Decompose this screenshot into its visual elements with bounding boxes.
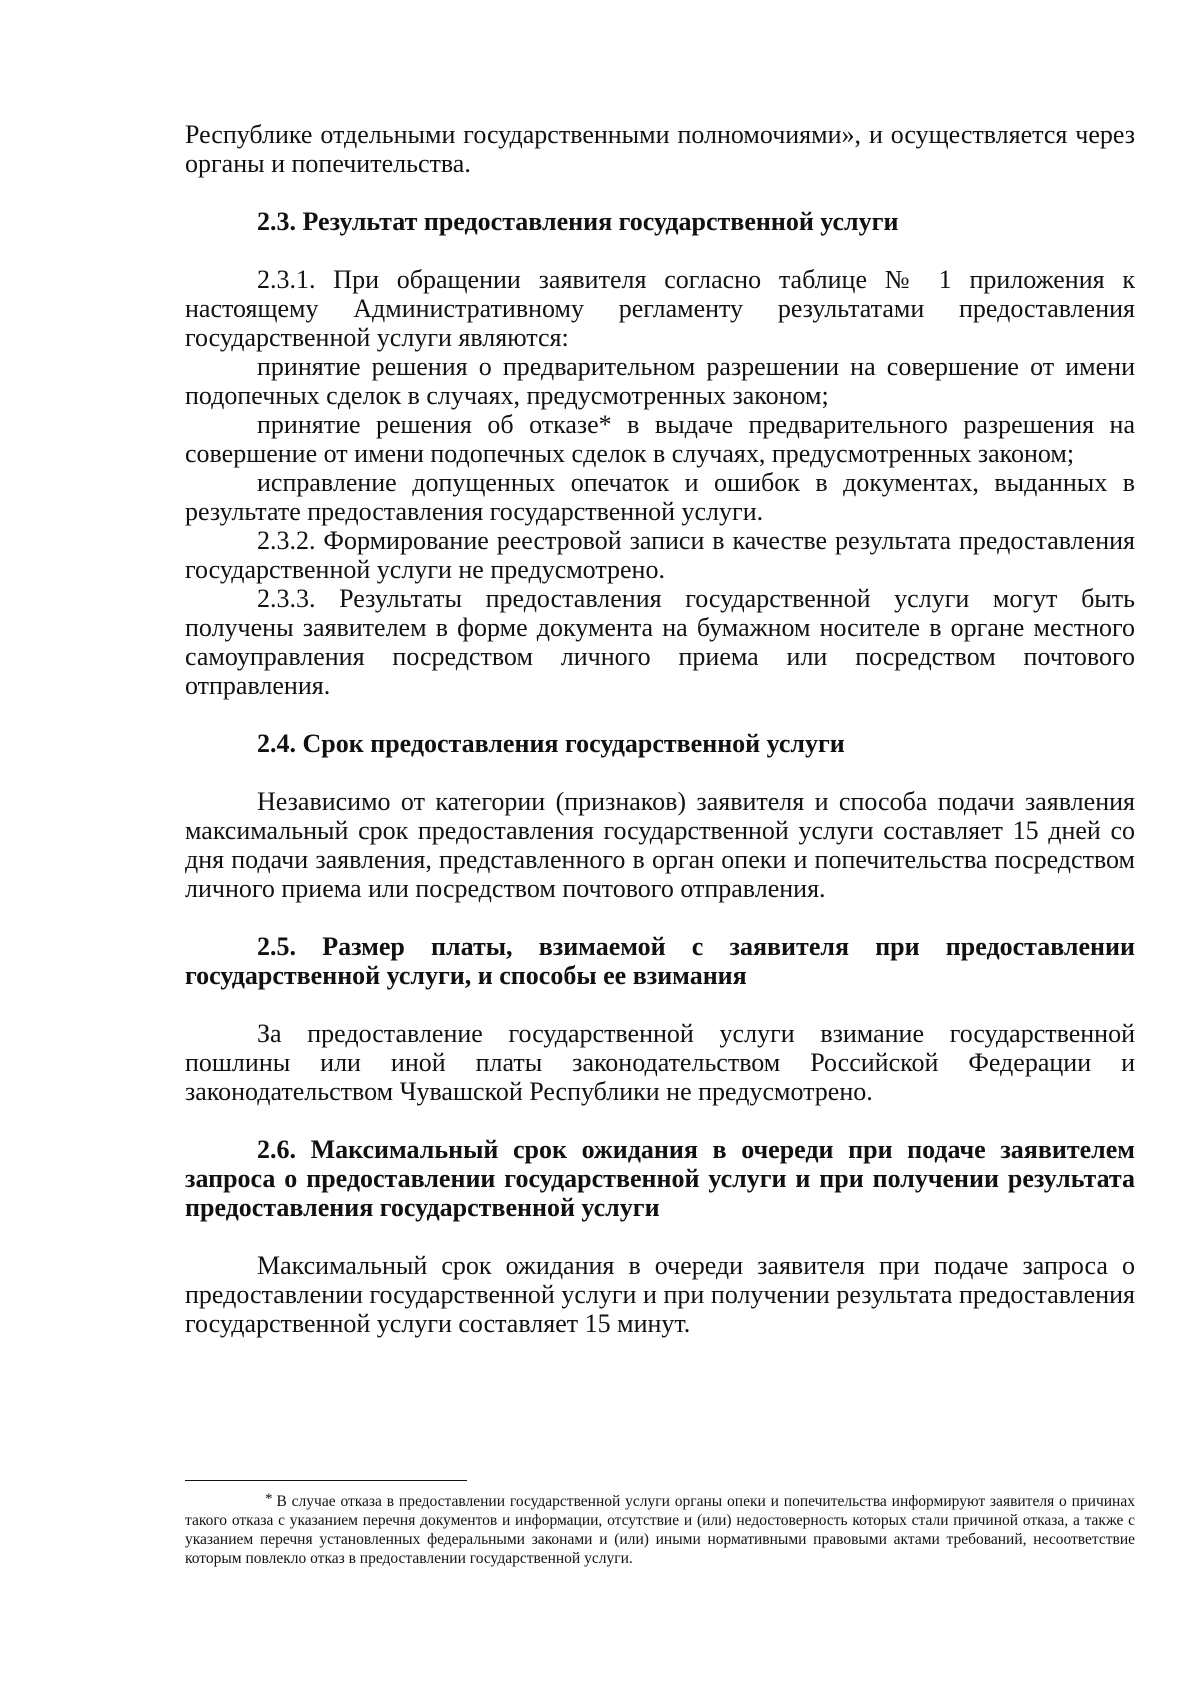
paragraph-2-3-1-item-1: принятие решения о предварительном разрешении на совершение от имени подопечных сделок в случаях, предусмотренных законом; — [185, 352, 1135, 410]
section-2-4-heading: 2.4. Срок предоставления государственной услуги — [257, 729, 845, 758]
paragraph-2-6: Максимальный срок ожидания в очереди заявителя при подаче запроса о предоставлении государственной услуги и при получении результата предоставления государственной услуги составляет 15 минут. — [185, 1251, 1135, 1338]
paragraph-2-3-1: 2.3.1. При обращении заявителя согласно таблице № 1 приложения к настоящему Административному регламенту результатами предоставления государственной услуги являются: — [185, 265, 1135, 352]
paragraph-2-4: Независимо от категории (признаков) заявителя и способа подачи заявления максимальный срок предоставления государственной услуги составляет 15 дней со дня подачи заявления, представленного в орган опеки и попечительства посредством личного приема или посредством почтового отправления. — [185, 787, 1135, 903]
section-2-6-heading: 2.6. Максимальный срок ожидания в очереди при подаче заявителем запроса о предоставлении государственной услуги и при получении результата предоставления государственной услуги — [185, 1135, 1135, 1222]
paragraph-2-3-2: 2.3.2. Формирование реестровой записи в качестве результата предоставления государственной услуги не предусмотрено. — [185, 526, 1135, 584]
paragraph-2-5: За предоставление государственной услуги взимание государственной пошлины или иной платы законодательством Российской Федерации и законодательством Чувашской Республики не предусмотрено. — [185, 1019, 1135, 1106]
paragraph-2-3-3: 2.3.3. Результаты предоставления государственной услуги могут быть получены заявителем в форме документа на бумажном носителе в органе местного самоуправления посредством личного приема или посредством почтового отправления. — [185, 584, 1135, 700]
section-2-5-heading: 2.5. Размер платы, взимаемой с заявителя при предоставлении государственной услуги, и способы ее взимания — [185, 932, 1135, 990]
section-2-3-heading: 2.3. Результат предоставления государственной услуги — [257, 207, 899, 236]
footnote-text: В случае отказа в предоставлении государственной услуги органы опеки и попечительства информируют заявителя о причинах такого отказа с указанием перечня документов и информации, отсутствие и (или) недостоверность которых стали причиной отказа, а также с указанием перечня установленных федеральными законами и (или) иными нормативными правовыми актами требований, несоответствие которым повлекло отказ в предоставлении государственной услуги. — [185, 1493, 1135, 1567]
footnote-mark: * — [265, 1491, 273, 1507]
footnote — [185, 1490, 1135, 1568]
intro-paragraph: Республике отдельными государственными полномочиями», и осуществляется через органы и попечительства. — [185, 120, 1135, 178]
document-body — [185, 120, 1135, 1338]
paragraph-2-3-1-item-3: исправление допущенных опечаток и ошибок в документах, выданных в результате предоставления государственной услуги. — [185, 468, 1135, 526]
footnote-divider — [185, 1480, 467, 1481]
paragraph-2-3-1-item-2: принятие решения об отказе* в выдаче предварительного разрешения на совершение от имени подопечных сделок в случаях, предусмотренных законом; — [185, 410, 1135, 468]
